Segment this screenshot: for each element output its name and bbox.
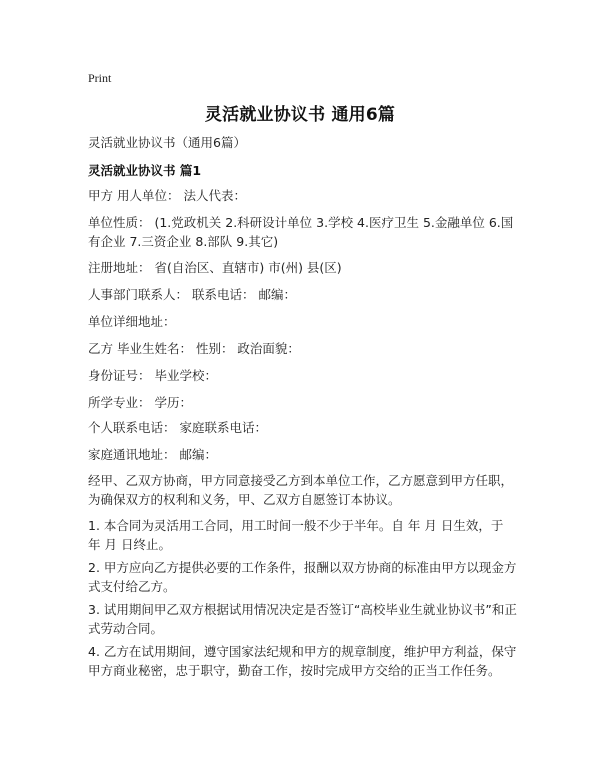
party-b-line: 乙方 毕业生姓名： 性别： 政治面貌： (88, 341, 300, 356)
personal-phone-line: 个人联系电话： 家庭联系电话： (88, 420, 267, 435)
clause-2-paragraph: 2. 甲方应向乙方提供必要的工作条件，报酬以双方协商的标准由甲方以现金方式支付给乙方。 (88, 560, 517, 594)
clause-3-paragraph: 3. 试用期间甲乙双方根据试用情况决定是否签订“高校毕业生就业协议书”和正式劳动合同。 (88, 602, 517, 636)
document-subtitle: 灵活就业协议书（通用6篇） (88, 135, 246, 150)
major-line: 所学专业： 学历： (88, 395, 192, 410)
hr-contact-line: 人事部门联系人： 联系电话： 邮编： (88, 287, 296, 302)
document-title: 灵活就业协议书 通用6篇 (204, 105, 396, 125)
print-label[interactable]: Print (88, 71, 112, 85)
home-address-line: 家庭通讯地址： 邮编： (88, 447, 217, 462)
clause-1-paragraph: 1. 本合同为灵活用工合同，用工时间一般不少于半年。自 年 月 日生效，于 年 月 日终止。 (88, 518, 504, 552)
id-number-line: 身份证号： 毕业学校： (88, 368, 217, 383)
registered-address-line: 注册地址： 省(自治区、直辖市) 市(州) 县(区) (88, 260, 342, 275)
party-a-line: 甲方 用人单位： 法人代表： (88, 188, 246, 203)
section-heading: 灵活就业协议书 篇1 (88, 163, 202, 178)
unit-address-line: 单位详细地址： (88, 314, 176, 329)
clause-4-paragraph: 4. 乙方在试用期间，遵守国家法纪规和甲方的规章制度，维护甲方利益，保守甲方商业秘密，忠于职守，勤奋工作，按时完成甲方交给的正当工作任务。 (88, 644, 517, 678)
agreement-intro-paragraph: 经甲、乙双方协商，甲方同意接受乙方到本单位工作，乙方愿意到甲方任职，为确保双方的权利和义务，甲、乙双方自愿签订本协议。 (88, 473, 514, 507)
unit-nature-line: 单位性质： (1.党政机关 2.科研设计单位 3.学校 4.医疗卫生 5.金融单位 6.国有企业 7.三资企业 8.部队 9.其它) (88, 215, 514, 249)
